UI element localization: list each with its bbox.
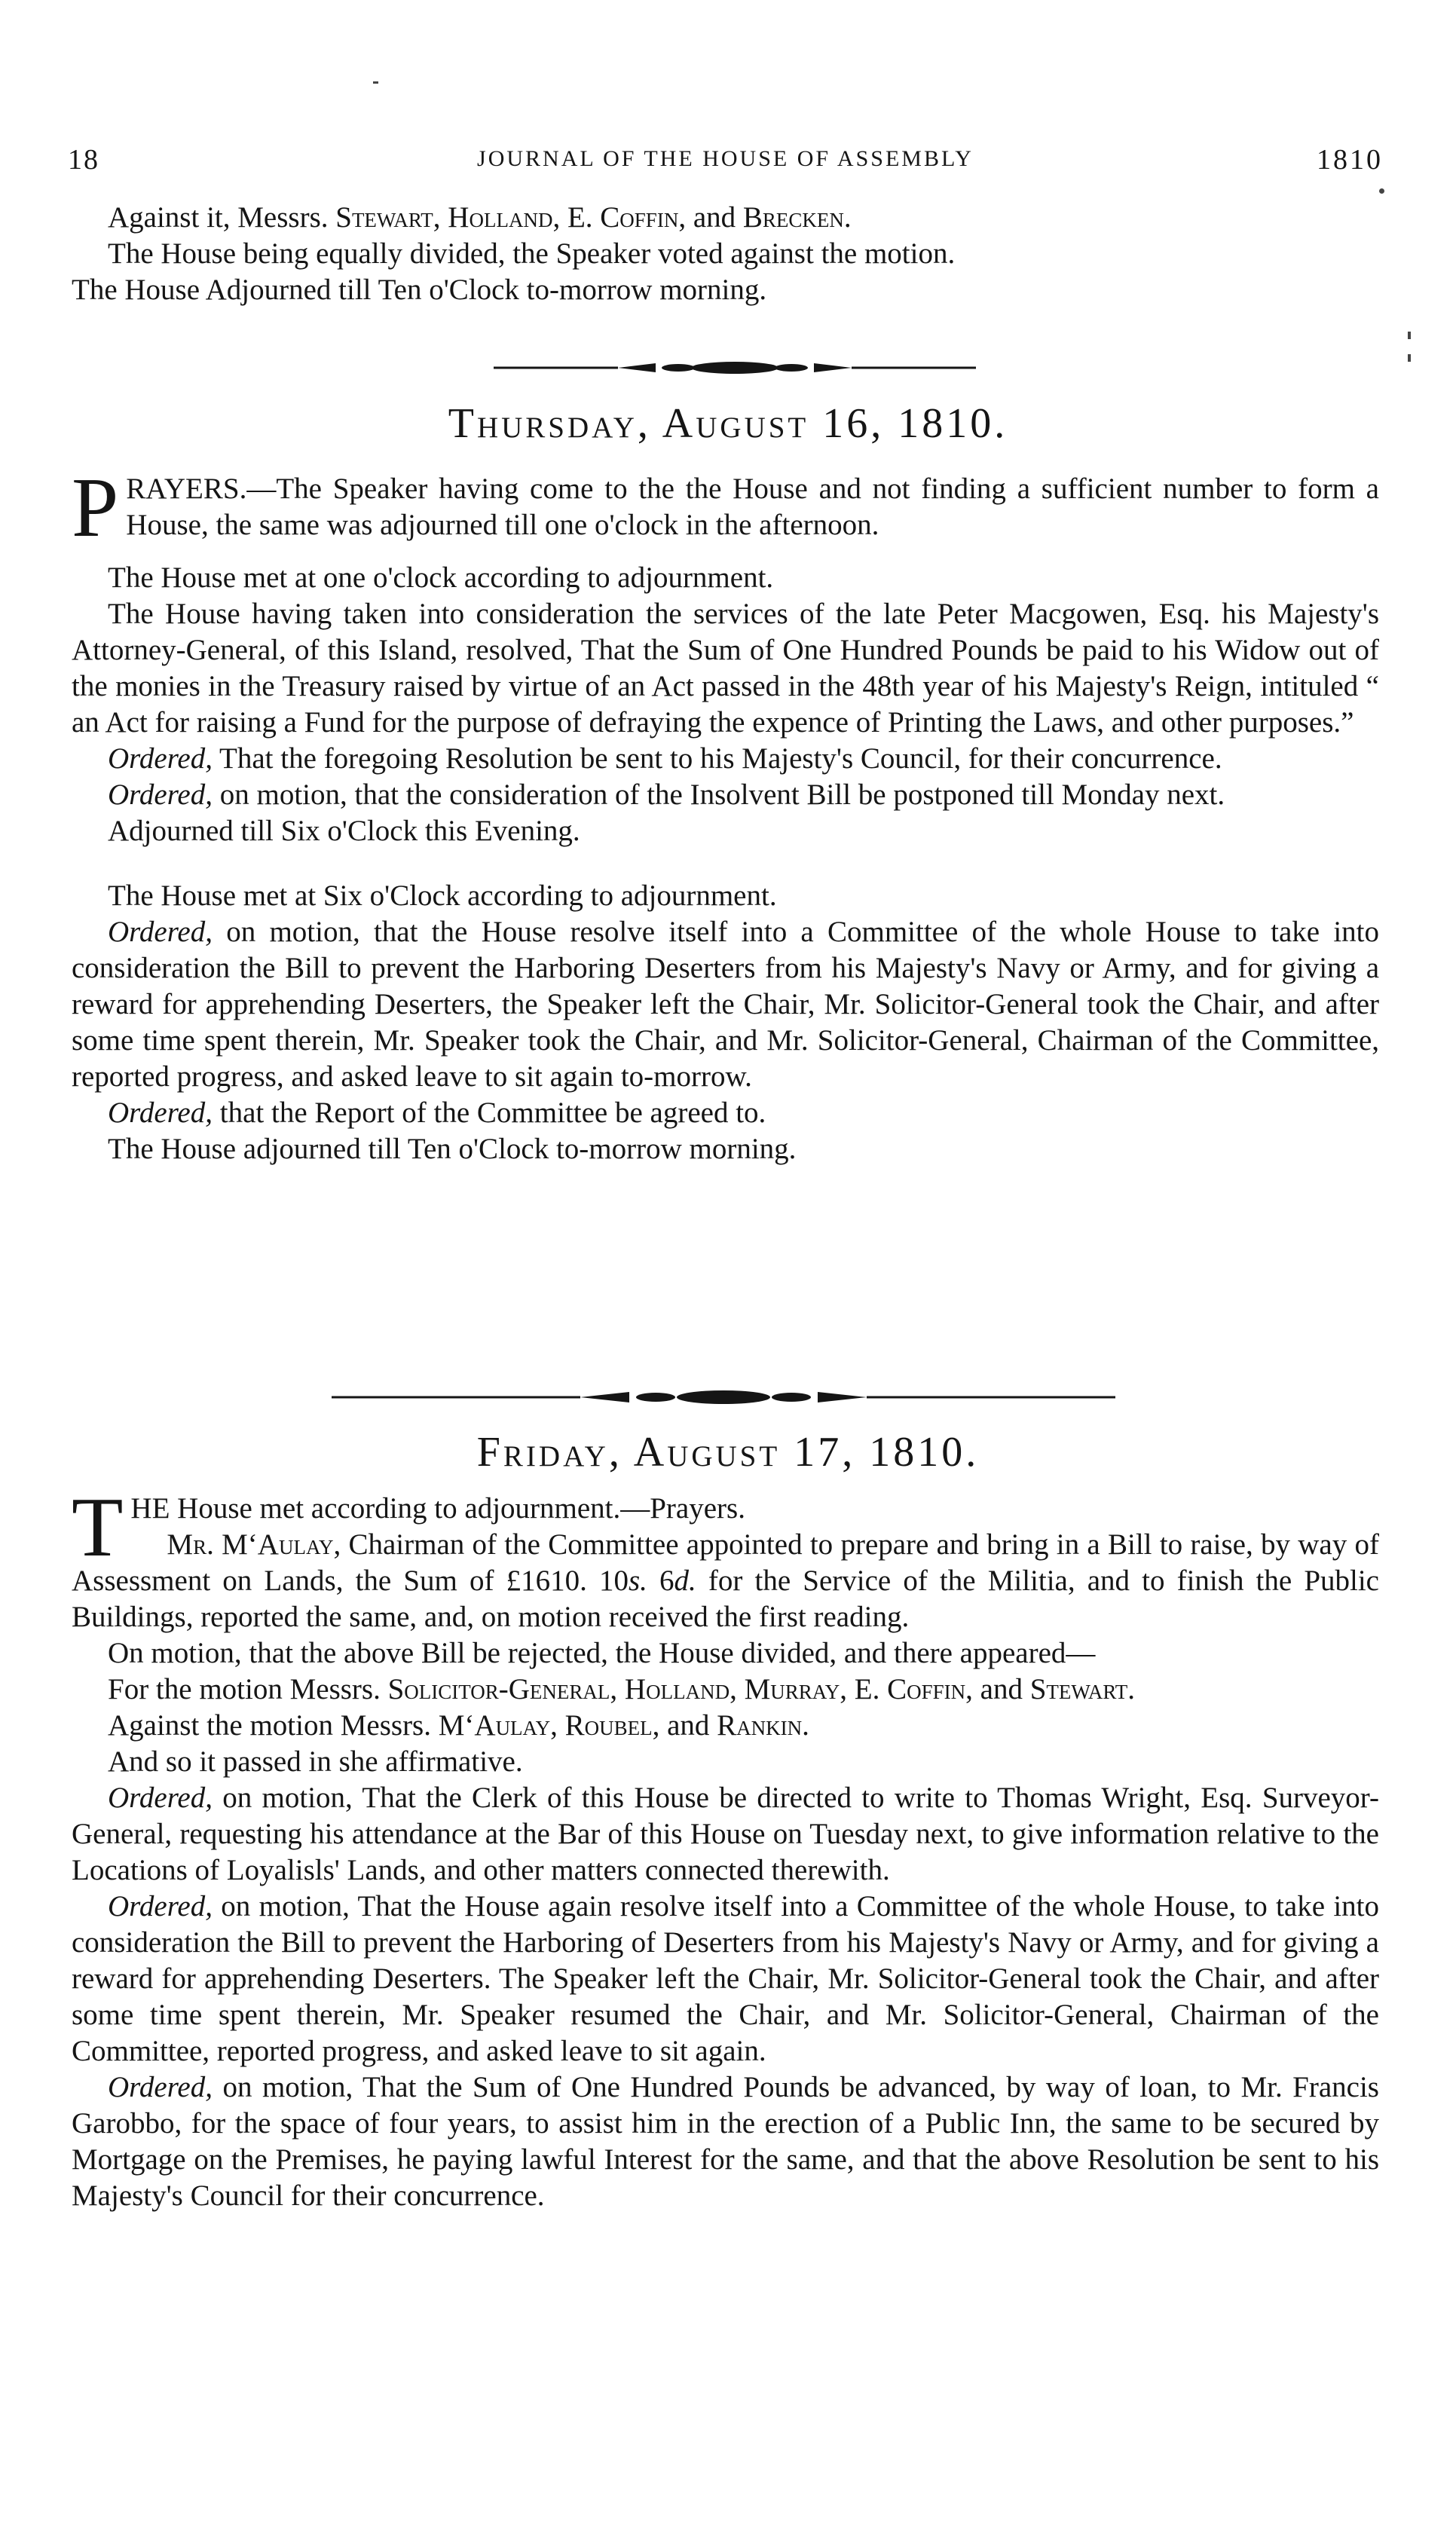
print-speck <box>1408 332 1411 339</box>
adjourned-ten: The House adjourned till Ten o'Clock to-morrow morning. <box>108 1133 797 1165</box>
date-heading-thursday: Thursday, August 16, 1810. <box>448 400 1008 447</box>
vote-against: Against it, Messrs. Stewart, Holland, E. Coffin, and Brecken. <box>108 201 852 234</box>
journal-title: JOURNAL OF THE HOUSE OF ASSEMBLY <box>477 146 974 171</box>
vote-against-motion: Against the motion Messrs. M‘Aulay, Roubel, and Rankin. <box>108 1709 809 1742</box>
ornamental-rule <box>332 1390 1115 1405</box>
prayers-paragraph: P RAYERS.—The Speaker having come to the the House and not finding a sufficient number to form a House, the same was adjourned till one o'clock in the afternoon. <box>72 461 1379 555</box>
drop-cap: P <box>72 461 119 555</box>
passed-affirmative: And so it passed in she affirmative. <box>108 1745 523 1778</box>
running-header <box>68 143 1383 181</box>
opening-section <box>72 200 1379 308</box>
ordered-committee-again: Ordered, on motion, That the House again resolve itself into a Committee of the whole House, to take into consideration the Bill to prevent the Harboring of Deserters from his Majesty's Navy or Army, and for giving a reward for apprehending Deserters. The Speaker left the Chair, Mr. Solicitor-General took the Chair, and after some time spent therein, Mr. Speaker resumed the Chair, and Mr. Solicitor-General, Chairman of the Committee, reported progress, and asked leave to sit again. <box>72 1890 1379 2067</box>
ordered-council: Ordered, That the foregoing Resolution be sent to his Majesty's Council, for their concurrence. <box>108 742 1222 775</box>
print-speck <box>1408 354 1411 362</box>
print-speck <box>373 81 378 84</box>
equal-division: The House being equally divided, the Speaker voted against the motion. <box>108 237 956 270</box>
met-six-oclock: The House met at Six o'Clock according to adjournment. <box>108 879 777 912</box>
ordered-loan-garobbo: Ordered, on motion, That the Sum of One Hundred Pounds be advanced, by way of loan, to Mr. Francis Garobbo, for the space of four years, to assist him in the erection of a Public Inn, the same to be secured by Mortgage on the Premises, he paying lawful Interest for the same, and that the above Resolution be sent to his Majesty's Council for their concurrence. <box>72 2071 1379 2212</box>
vote-for: For the motion Messrs. Solicitor-General, Holland, Murray, E. Coffin, and Stewart. <box>108 1673 1136 1705</box>
friday-met-paragraph: T HE House met according to adjournment.—Prayers. Mr. M‘Aulay, Chairman of the Committee appointed to prepare and bring in a Bill to raise, by way of Assessment on Lands, the Sum of £1610. 10s. 6d. for the Service of the Militia, and to finish the Public Buildings, reported the same, and, on motion received the first reading. <box>72 1481 1379 1633</box>
adjournment-note: The House Adjourned till Ten o'Clock to-morrow morning. <box>72 274 767 306</box>
ordered-committee-deserters: Ordered, on motion, that the House resolve itself into a Committee of the whole House to take into consideration the Bill to prevent the Harboring Deserters from his Majesty's Navy or Army, and for giving a reward for apprehending Deserters, the Speaker left the Chair, Mr. Solicitor-General took the Chair, and after some time spent therein, Mr. Speaker took the Chair, and Mr. Solicitor-General, Chairman of the Committee, reported progress, and asked leave to sit again to-morrow. <box>72 916 1379 1093</box>
header-year: 1810 <box>1317 144 1383 176</box>
met-one-oclock: The House met at one o'clock according to adjournment. <box>108 561 774 594</box>
motion-reject: On motion, that the above Bill be rejected, the House divided, and there appeared— <box>108 1637 1096 1669</box>
page-number: 18 <box>68 144 99 176</box>
macgowen-resolution: The House having taken into consideration the services of the late Peter Macgowen, Esq. his Majesty's Attorney-General, of this Island, resolved, That the Sum of One Hundred Pounds be paid to his Widow out of the monies in the Treasury raised by virtue of an Act passed in the 48th year of his Majesty's Reign, intituled “ an Act for raising a Fund for the purpose of defraying the expence of Printing the Laws, and other purposes.” <box>72 598 1379 739</box>
adjourned-six: Adjourned till Six o'Clock this Evening. <box>108 815 580 847</box>
print-speck <box>1379 188 1384 194</box>
ordered-insolvent-bill: Ordered, on motion, that the consideration of the Insolvent Bill be postponed till Monday next. <box>108 778 1225 811</box>
ordered-surveyor-general: Ordered, on motion, That the Clerk of this House be directed to write to Thomas Wright, Esq. Surveyor-General, requesting his attendance at the Bar of this House on Tuesday next, to give information relative to the Locations of Loyalisls' Lands, and other matters connected therewith. <box>72 1782 1379 1886</box>
ordered-report-agreed: Ordered, that the Report of the Committee be agreed to. <box>108 1097 766 1129</box>
ornamental-rule <box>494 360 976 375</box>
thursday-section <box>72 461 1379 1167</box>
friday-section <box>72 1481 1379 2214</box>
drop-cap: T <box>72 1481 124 1574</box>
date-heading-friday: Friday, August 17, 1810. <box>476 1429 980 1476</box>
